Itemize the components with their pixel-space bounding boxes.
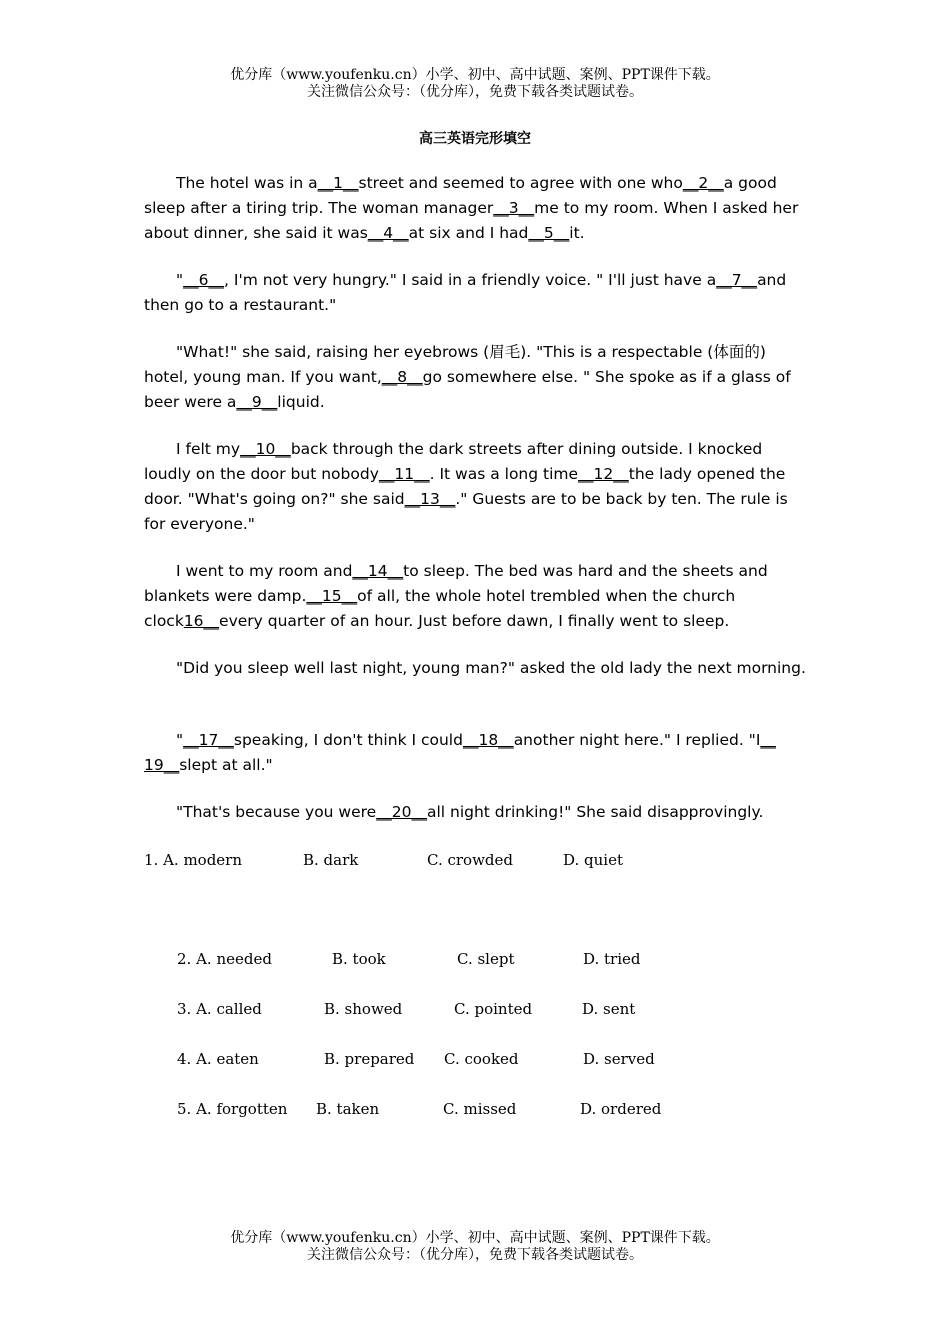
text: "That's because you were xyxy=(176,803,377,821)
text: liquid. xyxy=(277,393,325,411)
blank-14: __14__ xyxy=(352,562,404,580)
blank-10: __10__ xyxy=(240,440,291,458)
paragraph-7 xyxy=(144,728,809,778)
text: another night here." I replied. "I xyxy=(513,731,761,749)
text: " xyxy=(176,731,184,749)
text: The hotel was in a xyxy=(176,174,318,192)
text: me to my room. When I asked her about dinner, she said it was xyxy=(144,199,799,242)
option-1-d: D. quiet xyxy=(563,851,623,869)
text: it. xyxy=(569,224,585,242)
paragraph-8 xyxy=(144,800,809,825)
paragraph-2 xyxy=(144,268,809,318)
option-4-b: B. prepared xyxy=(324,1050,415,1068)
text: ." Guests are to be back by ten. The rule is for everyone." xyxy=(144,490,788,533)
text: speaking, I don't think I could xyxy=(233,731,463,749)
option-5-b: B. taken xyxy=(316,1100,380,1118)
option-5-a: 5. A. forgotten xyxy=(177,1100,288,1118)
blank-3: __3__ xyxy=(493,199,535,217)
text: , I'm not very hungry." I said in a friendly voice. " I'll just have a xyxy=(224,271,717,289)
option-5-d: D. ordered xyxy=(580,1100,662,1118)
option-1-a: 1. A. modern xyxy=(144,851,243,869)
text: of all, the whole hotel trembled when the church clock xyxy=(144,587,736,630)
blank-4: __4__ xyxy=(367,224,409,242)
blank-16: 16__ xyxy=(183,612,220,630)
blank-5: __5__ xyxy=(528,224,570,242)
text: a good sleep after a tiring trip. The woman manager xyxy=(144,174,777,217)
option-4-d: D. served xyxy=(583,1050,655,1068)
option-3-d: D. sent xyxy=(582,1000,636,1018)
header-line-1: 优分库（www.youfenku.cn）小学、初中、高中试题、案例、PPT课件下载。 xyxy=(230,67,720,83)
blank-17: __17__ xyxy=(183,731,234,749)
option-2-d: D. tried xyxy=(583,950,641,968)
option-2-b: B. took xyxy=(332,950,386,968)
paragraph-5 xyxy=(144,559,809,634)
paragraph-3 xyxy=(144,340,809,415)
text: "Did you sleep well last night, young man?" asked the old lady the next morning. xyxy=(176,659,806,677)
option-1-b: B. dark xyxy=(303,851,359,869)
page-header xyxy=(0,67,950,101)
blank-15: __15__ xyxy=(306,587,358,605)
blank-1: __1__ xyxy=(317,174,359,192)
option-3-c: C. pointed xyxy=(454,1000,533,1018)
blank-19: 19__ xyxy=(144,756,180,774)
text: I went to my room and xyxy=(176,562,353,580)
text: street and seemed to agree with one who xyxy=(358,174,683,192)
blank-9: __9__ xyxy=(236,393,278,411)
option-4-c: C. cooked xyxy=(444,1050,519,1068)
blank-13: __13__ xyxy=(404,490,456,508)
text: "What!" she said, raising her eyebrows (眉毛). "This is a respectable (体面的) hotel, young man. If you want, xyxy=(144,343,766,386)
option-1-c: C. crowded xyxy=(427,851,514,869)
blank-20: __20__ xyxy=(376,803,427,821)
paragraph-4 xyxy=(144,437,809,537)
text: at six and I had xyxy=(408,224,529,242)
blank-6: __6__ xyxy=(183,271,225,289)
blank-2: __2__ xyxy=(682,174,724,192)
text: I felt my xyxy=(176,440,241,458)
blank-18: __18__ xyxy=(462,731,514,749)
text: the lady opened the door. "What's going on?" she said xyxy=(144,465,786,508)
option-4-a: 4. A. eaten xyxy=(177,1050,259,1068)
paragraph-1 xyxy=(144,171,809,246)
header-line-2: 关注微信公众号：（优分库），免费下载各类试题试卷。 xyxy=(307,84,643,100)
text: . It was a long time xyxy=(429,465,579,483)
text: and then go to a restaurant." xyxy=(144,271,787,314)
page-title: 高三英语完形填空 xyxy=(419,131,531,147)
text: to sleep. The bed was hard and the sheets and blankets were damp. xyxy=(144,562,768,605)
text: every quarter of an hour. Just before dawn, I finally went to sleep. xyxy=(219,612,730,630)
page-footer xyxy=(0,1230,950,1264)
footer-line-2: 关注微信公众号：（优分库），免费下载各类试题试卷。 xyxy=(307,1247,643,1263)
blank-19-start: __ xyxy=(760,731,776,749)
text: all night drinking!" She said disapprovingly. xyxy=(426,803,764,821)
option-2-c: C. slept xyxy=(457,950,515,968)
option-5-c: C. missed xyxy=(443,1100,517,1118)
paragraph-6 xyxy=(144,656,809,681)
text: slept at all." xyxy=(179,756,273,774)
blank-12: __12__ xyxy=(578,465,629,483)
option-3-a: 3. A. called xyxy=(177,1000,262,1018)
text: " xyxy=(176,271,184,289)
blank-8: __8__ xyxy=(381,368,423,386)
blank-11: __11__ xyxy=(378,465,430,483)
text: go somewhere else. " She spoke as if a glass of beer were a xyxy=(144,368,791,411)
blank-7: __7__ xyxy=(716,271,758,289)
footer-line-1: 优分库（www.youfenku.cn）小学、初中、高中试题、案例、PPT课件下载。 xyxy=(230,1230,720,1246)
text: back through the dark streets after dining outside. I knocked loudly on the door but nobody xyxy=(144,440,763,483)
option-2-a: 2. A. needed xyxy=(177,950,272,968)
option-3-b: B. showed xyxy=(324,1000,403,1018)
